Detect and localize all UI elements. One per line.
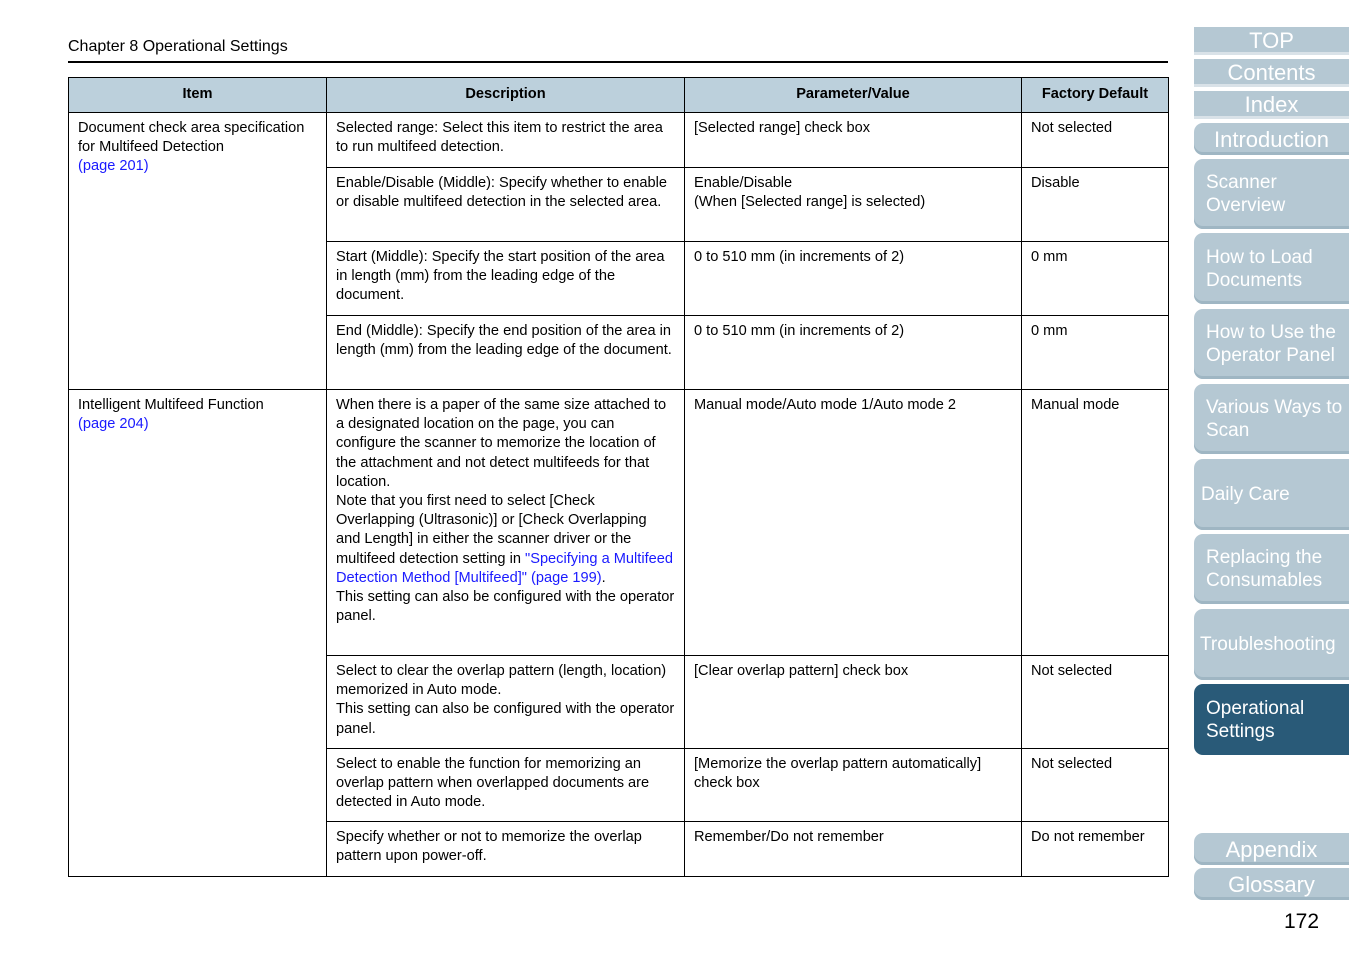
default-cell: Disable bbox=[1022, 168, 1169, 242]
description-cell: Select to clear the overlap pattern (length, location) memorized in Auto mode. This setting can also be configured with the operator panel. bbox=[327, 656, 685, 749]
default-cell: Not selected bbox=[1022, 749, 1169, 822]
default-cell: Not selected bbox=[1022, 113, 1169, 168]
description-text: When there is a paper of the same size attached to a designated location on the page, you can configure the scanner to memorize the location of the attachment and not detect multifeeds for that location. Note that you first need to select [Check Overlapping (Ultrasonic)] or [Check Overlapping and Length] in either the scanner driver or the multifeed detection setting in bbox=[336, 397, 667, 567]
item-page-link[interactable]: (page 204) bbox=[78, 416, 149, 433]
item-page-link[interactable]: (page 201) bbox=[78, 158, 149, 175]
parameter-cell: [Memorize the overlap pattern automatically] check box bbox=[685, 749, 1022, 822]
description-cell bbox=[327, 390, 685, 656]
page-number: 172 bbox=[1284, 910, 1320, 933]
item-label: Intelligent Multifeed Function bbox=[78, 397, 264, 413]
nav-operational-settings-tab[interactable]: Operational Settings bbox=[1194, 684, 1349, 755]
settings-table bbox=[68, 77, 1169, 877]
parameter-cell: [Clear overlap pattern] check box bbox=[685, 656, 1022, 749]
description-cell: Start (Middle): Specify the start position of the area in length (mm) from the leading edge of the document. bbox=[327, 242, 685, 316]
default-cell: Not selected bbox=[1022, 656, 1169, 749]
table-row bbox=[69, 113, 1169, 168]
nav-glossary-tab[interactable]: Glossary bbox=[1194, 868, 1349, 900]
nav-ways-to-scan-tab[interactable]: Various Ways to Scan bbox=[1194, 384, 1349, 454]
nav-index-button[interactable]: Index bbox=[1194, 91, 1349, 119]
nav-introduction-tab[interactable]: Introduction bbox=[1194, 123, 1349, 155]
parameter-cell: [Selected range] check box bbox=[685, 113, 1022, 168]
description-cell: End (Middle): Specify the end position of the area in length (mm) from the leading edge of the document. bbox=[327, 316, 685, 390]
nav-how-to-load-tab[interactable]: How to Load Documents bbox=[1194, 233, 1349, 304]
nav-contents-button[interactable]: Contents bbox=[1194, 59, 1349, 87]
nav-top-button[interactable]: TOP bbox=[1194, 27, 1349, 55]
default-cell: Manual mode bbox=[1022, 390, 1169, 656]
item-cell bbox=[69, 390, 327, 877]
multifeed-method-link[interactable]: "Specifying a Multifeed Detection Method [Multifeed]" (page 199) bbox=[336, 550, 673, 586]
column-header-item: Item bbox=[69, 78, 327, 113]
item-cell bbox=[69, 113, 327, 390]
parameter-cell: 0 to 510 mm (in increments of 2) bbox=[685, 242, 1022, 316]
table-header-row bbox=[69, 78, 1169, 113]
nav-daily-care-tab[interactable]: Daily Care bbox=[1194, 459, 1349, 530]
parameter-cell: Enable/Disable (When [Selected range] is selected) bbox=[685, 168, 1022, 242]
parameter-cell: Manual mode/Auto mode 1/Auto mode 2 bbox=[685, 390, 1022, 656]
description-text: . This setting can also be configured with the operator panel. bbox=[336, 569, 675, 625]
parameter-cell: Remember/Do not remember bbox=[685, 822, 1022, 877]
nav-troubleshooting-tab[interactable]: Troubleshooting bbox=[1194, 609, 1349, 680]
description-cell: Selected range: Select this item to restrict the area to run multifeed detection. bbox=[327, 113, 685, 168]
nav-consumables-tab[interactable]: Replacing the Consumables bbox=[1194, 534, 1349, 604]
parameter-cell: 0 to 510 mm (in increments of 2) bbox=[685, 316, 1022, 390]
description-cell: Specify whether or not to memorize the overlap pattern upon power-off. bbox=[327, 822, 685, 877]
default-cell: Do not remember bbox=[1022, 822, 1169, 877]
header-rule bbox=[68, 61, 1168, 63]
description-cell: Enable/Disable (Middle): Specify whether to enable or disable multifeed detection in the selected area. bbox=[327, 168, 685, 242]
default-cell: 0 mm bbox=[1022, 316, 1169, 390]
nav-operator-panel-tab[interactable]: How to Use the Operator Panel bbox=[1194, 309, 1349, 379]
column-header-parameter: Parameter/Value bbox=[685, 78, 1022, 113]
column-header-default: Factory Default bbox=[1022, 78, 1169, 113]
default-cell: 0 mm bbox=[1022, 242, 1169, 316]
nav-scanner-overview-tab[interactable]: Scanner Overview bbox=[1194, 159, 1349, 229]
nav-appendix-tab[interactable]: Appendix bbox=[1194, 833, 1349, 865]
table-row bbox=[69, 390, 1169, 656]
description-cell: Select to enable the function for memorizing an overlap pattern when overlapped documents are detected in Auto mode. bbox=[327, 749, 685, 822]
item-label: Document check area specification for Multifeed Detection bbox=[78, 120, 305, 156]
chapter-title: Chapter 8 Operational Settings bbox=[68, 38, 288, 55]
column-header-description: Description bbox=[327, 78, 685, 113]
